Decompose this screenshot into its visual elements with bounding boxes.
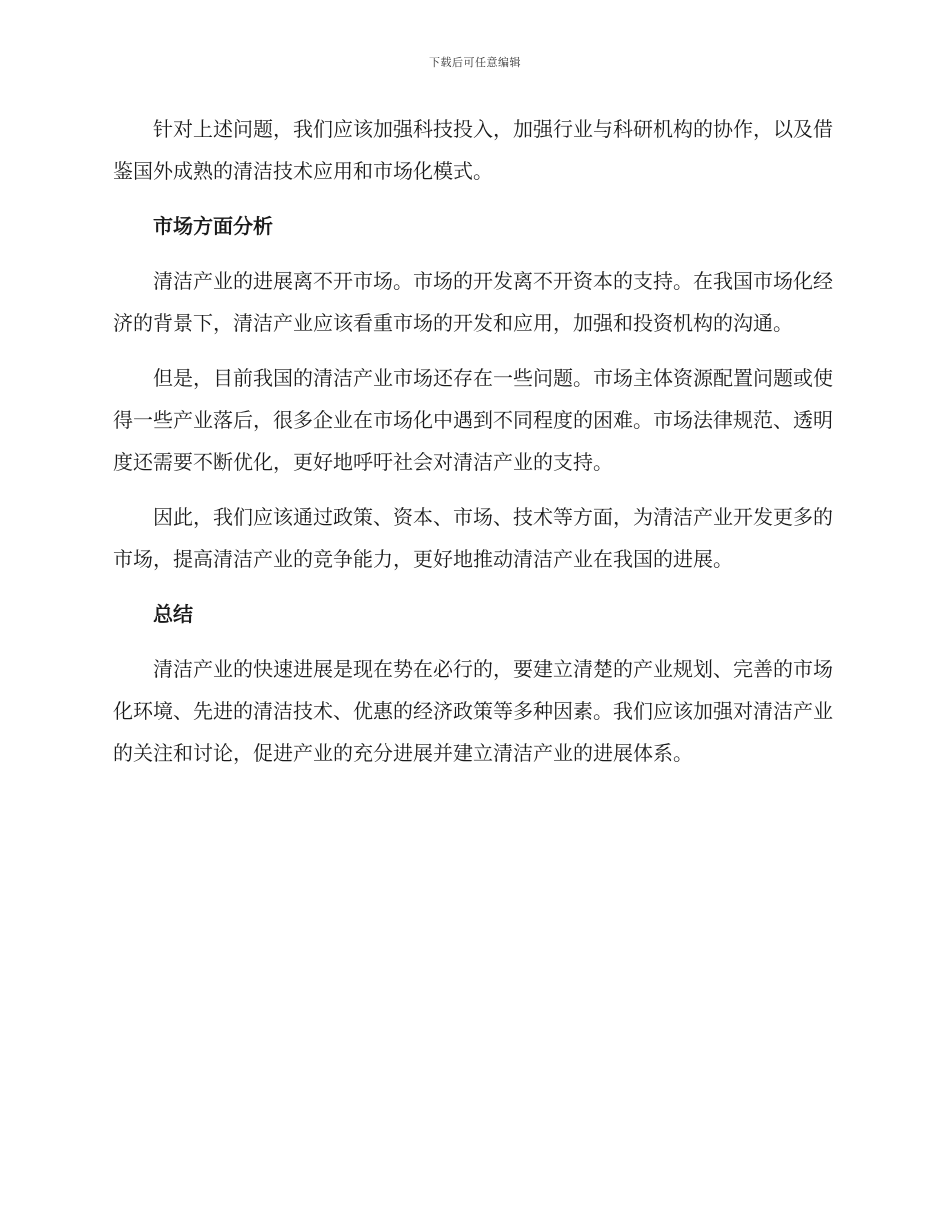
paragraph-market-problems: 但是，目前我国的清洁产业市场还存在一些问题。市场主体资源配置问题或使得一些产业落后，很多企业在市场化中遇到不同程度的困难。市场法律规范、透明度还需要不断优化，更好地呼吁社会对清洁产业的支持。 xyxy=(113,366,833,474)
heading-market-analysis: 市场方面分析 xyxy=(153,214,273,238)
paragraph-summary: 清洁产业的快速进展是现在势在必行的，要建立清楚的产业规划、完善的市场化环境、先进的清洁技术、优惠的经济政策等多种因素。我们应该加强对清洁产业的关注和讨论，促进产业的充分进展并建立清洁产业的进展体系。 xyxy=(113,657,833,765)
paragraph-problem-response: 针对上述问题，我们应该加强科技投入，加强行业与科研机构的协作，以及借鉴国外成熟的清洁技术应用和市场化模式。 xyxy=(113,117,833,183)
document-body xyxy=(113,108,833,787)
paragraph-market-intro: 清洁产业的进展离不开市场。市场的开发离不开资本的支持。在我国市场化经济的背景下，清洁产业应该看重市场的开发和应用，加强和投资机构的沟通。 xyxy=(113,269,833,335)
paragraph-market-measures: 因此，我们应该通过政策、资本、市场、技术等方面，为清洁产业开发更多的市场，提高清洁产业的竞争能力，更好地推动清洁产业在我国的进展。 xyxy=(113,505,833,571)
heading-summary: 总结 xyxy=(153,602,193,626)
header-note: 下载后可任意编辑 xyxy=(429,56,521,69)
